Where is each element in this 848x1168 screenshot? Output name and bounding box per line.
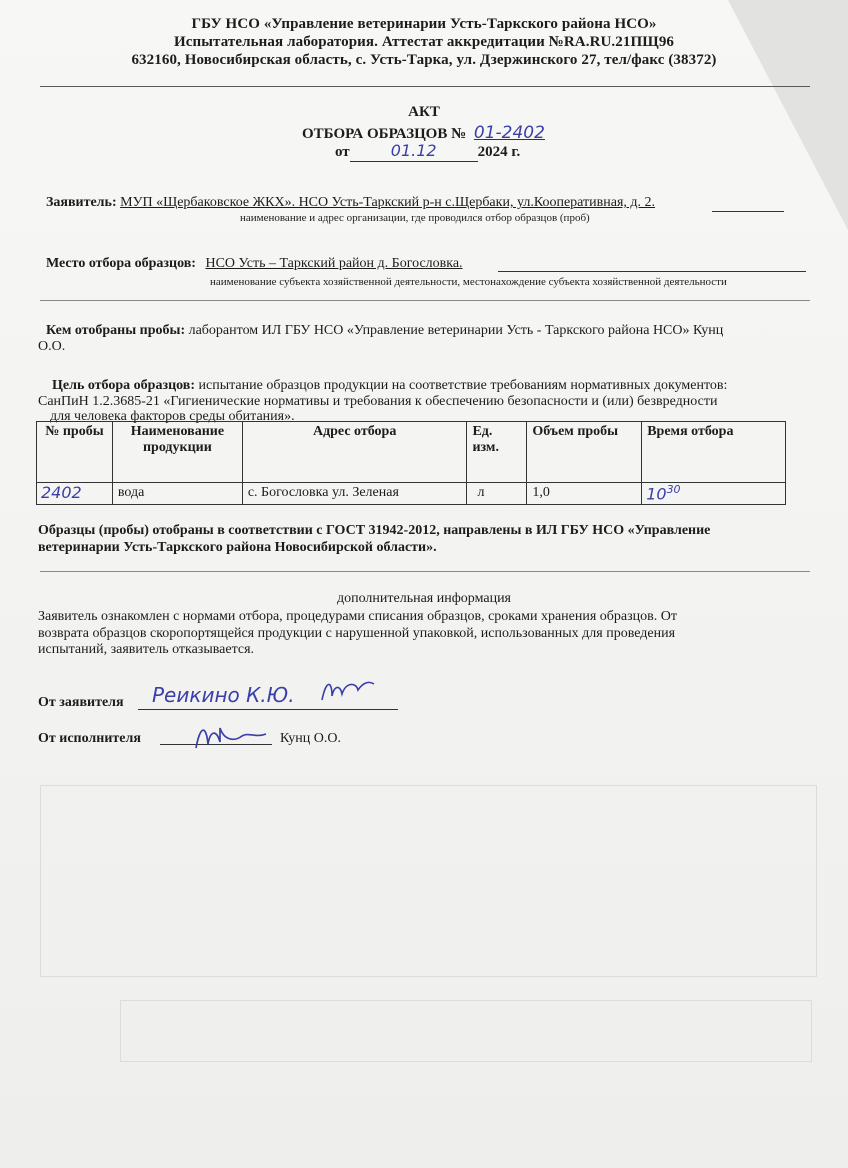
act-title: АКТ [408, 104, 440, 120]
applicant-caption: наименование и адрес организации, где проводился отбор образцов (проб) [240, 212, 590, 224]
purpose-line-3: для человека факторов среды обитания». [50, 409, 295, 424]
gost-line-2: ветеринарии Усть-Таркского района Новосибирской области». [38, 540, 437, 555]
applicant-row: Заявитель: МУП «Щербаковское ЖКХ». НСО Усть-Таркский р-н с.Щербаки, ул.Кооперативная, д. 2. [46, 195, 656, 210]
purpose-row [52, 377, 727, 394]
sampled-by-value: лаборантом ИЛ ГБУ НСО «Управление ветеринарии Усть - Таркского района НСО» Кунц [188, 323, 724, 338]
cell-time-minutes: 30 [666, 483, 681, 496]
bleed-through-box [120, 1000, 812, 1062]
table-row [37, 483, 786, 505]
table-header-row [37, 422, 786, 483]
applicant-signature-line [138, 709, 398, 710]
lab-accreditation: Испытательная лаборатория. Аттестат аккредитации №RA.RU.21ПЩ96 [173, 34, 675, 50]
cell-address: с. Богословка ул. Зеленая [242, 483, 467, 505]
applicant-signature-name: Реикино К.Ю. [152, 683, 295, 707]
sampled-by-row [46, 322, 816, 339]
sampled-by-label: Кем отобраны пробы: [46, 323, 186, 338]
applicant-underline [712, 211, 784, 212]
divider-1 [40, 300, 810, 301]
act-date-prefix: от [335, 144, 350, 160]
additional-caption: дополнительная информация [337, 591, 511, 606]
additional-line-1: Заявитель ознакомлен с нормами отбора, процедурами списания образцов, сроками хранения образцов. От [38, 609, 677, 624]
divider-2 [40, 571, 810, 572]
additional-line-3: испытаний, заявитель отказывается. [38, 642, 255, 657]
org-name: ГБУ НСО «Управление ветеринарии Усть-Таркского района НСО» [191, 16, 657, 32]
additional-line-2: возврата образцов скоропортящейся продукции с нарушенной упаковкой, использованных для проведения [38, 626, 676, 641]
executor-name: Кунц О.О. [280, 731, 341, 746]
cell-volume: 1,0 [527, 483, 642, 505]
act-date-value: 01.12 [390, 141, 437, 160]
applicant-signature-label: От заявителя [38, 695, 124, 710]
act-number: 01-2402 [473, 123, 545, 143]
sampling-place-caption: наименование субъекта хозяйственной деятельности, местонахождение субъекта хозяйственной деятельности [210, 276, 727, 288]
executor-signature-label: От исполнителя [38, 731, 141, 746]
act-date [335, 141, 520, 162]
applicant-value: МУП «Щербаковское ЖКХ». НСО Усть-Таркский р-н с.Щербаки, ул.Кооперативная, д. 2. [120, 195, 656, 210]
cell-time [642, 483, 786, 505]
act-subtitle [302, 123, 545, 143]
sampling-place-underline [498, 271, 806, 272]
cell-sample-number: 2402 [37, 483, 113, 505]
col-header-product: Наименование продукции [112, 422, 242, 483]
act-subtitle-label: ОТБОРА ОБРАЗЦОВ № [302, 126, 467, 142]
purpose-line-1: испытание образцов продукции на соответствие требованиям нормативных документов: [198, 378, 728, 393]
bleed-through-table [40, 785, 817, 977]
purpose-line-2: СанПиН 1.2.3685-21 «Гигиенические нормативы и требования к обеспечению безопасности и (или) безвредности [38, 394, 718, 409]
sampling-place-value: НСО Усть – Таркский район д. Богословка. [205, 256, 463, 271]
header-divider [40, 86, 810, 87]
sampling-place-label: Место отбора образцов: [46, 256, 196, 271]
col-header-address: Адрес отбора [242, 422, 467, 483]
cell-unit: л [467, 483, 527, 505]
col-header-number: № пробы [37, 422, 113, 483]
col-header-time: Время отбора [642, 422, 786, 483]
act-year: 2024 г. [477, 144, 521, 160]
applicant-label: Заявитель [46, 195, 112, 210]
sampling-place-row [46, 256, 463, 272]
sampled-by-value-2: О.О. [38, 339, 66, 354]
cell-time-hours: 10 [646, 484, 667, 504]
col-header-volume: Объем пробы [527, 422, 642, 483]
col-header-unit: Ед. изм. [467, 422, 527, 483]
org-address: 632160, Новосибирская область, с. Усть-Тарка, ул. Дзержинского 27, тел/факс (38372) [131, 52, 717, 68]
purpose-label: Цель отбора образцов: [52, 378, 196, 393]
applicant-signature-scribble [318, 676, 378, 706]
samples-table [36, 421, 786, 505]
gost-line-1: Образцы (пробы) отобраны в соответствии с ГОСТ 31942-2012, направлены в ИЛ ГБУ НСО «Управление [38, 523, 711, 538]
cell-product: вода [112, 483, 242, 505]
executor-signature-scribble [190, 722, 270, 752]
